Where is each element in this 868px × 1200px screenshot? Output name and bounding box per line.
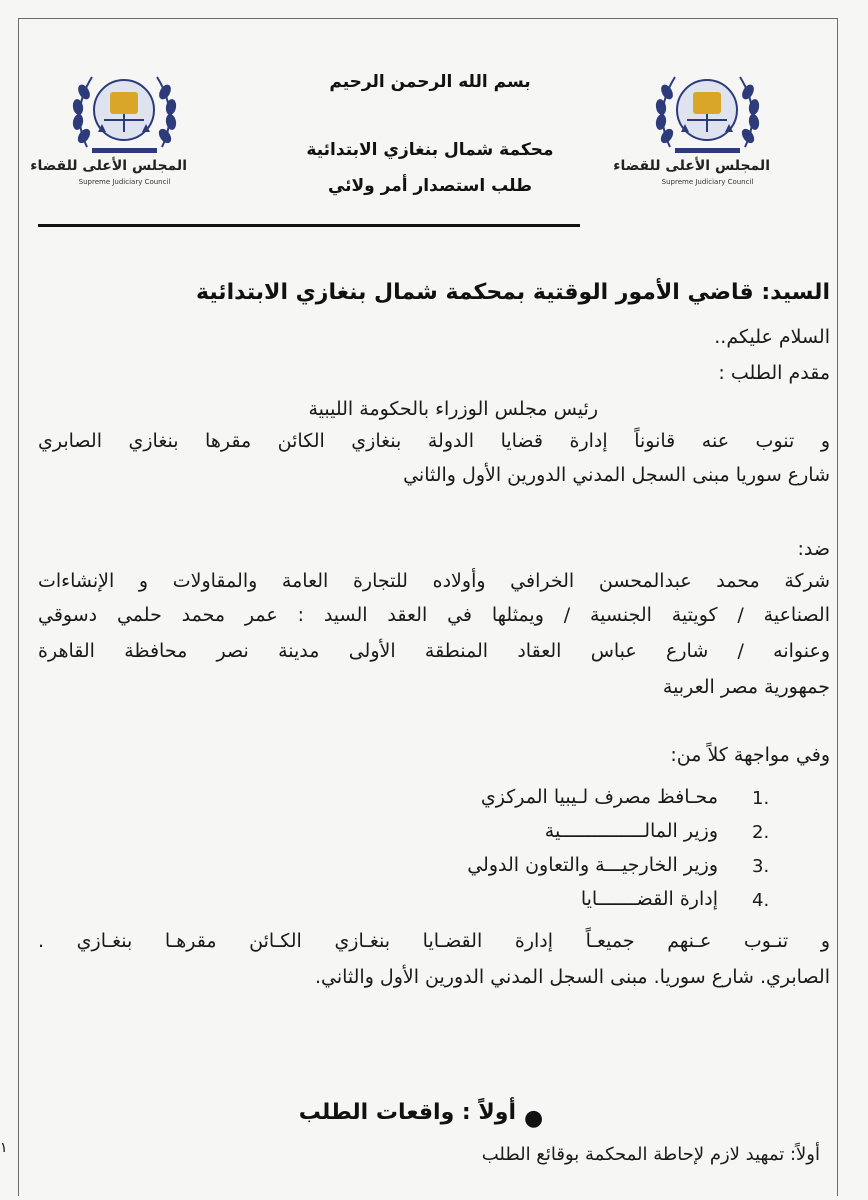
facing-item-text: إدارة القضـــــــايا bbox=[580, 888, 718, 910]
respondent-line-4: جمهورية مصر العربية bbox=[662, 676, 830, 698]
facing-item-text: محـافظ مصرف لـيبيا المركزي bbox=[480, 786, 718, 808]
facing-item-number: 1. bbox=[752, 788, 770, 809]
facing-item-text: وزير المالـــــــــــــــية bbox=[544, 820, 718, 842]
logo-english-caption: Supreme Judiciary Council bbox=[78, 178, 171, 186]
representation-line-2: الصابري. شارع سوريا. مبنى السجل المدني الدورين الأول والثاني. bbox=[314, 966, 830, 988]
court-name: محكمة شمال بنغازي الابتدائية bbox=[306, 140, 554, 160]
respondent-line-2: الصناعية / كويتية الجنسية / ويمثلها في العقد السيد : عمر محمد حلمي دسوقي bbox=[38, 604, 830, 626]
bullet-icon: ● bbox=[524, 1106, 544, 1131]
logo-arabic-caption: المجلس الأعلى للقضاء bbox=[613, 158, 770, 174]
section-intro: أولاً: تمهيد لازم لإحاطة المحكمة بوقائع الطلب bbox=[481, 1144, 820, 1165]
facing-item-number: 2. bbox=[752, 822, 770, 843]
supreme-judiciary-council-logo-left bbox=[30, 52, 187, 192]
facing-label: وفي مواجهة كلاً من: bbox=[670, 744, 830, 766]
applicant-address: شارع سوريا مبنى السجل المدني الدورين الأول والثاني bbox=[403, 464, 830, 486]
facing-item-number: 3. bbox=[752, 856, 770, 877]
page-edge-mark: ١ bbox=[0, 1140, 8, 1156]
section-heading: أولاً : واقعات الطلب bbox=[298, 1100, 516, 1125]
facing-item-text: وزير الخارجيـــة والتعاون الدولي bbox=[467, 854, 718, 876]
representation-line-1: و تنـوب عـنهم جميعـاً إدارة القضـايا بنغـازي الكـائن مقرهـا بنغـازي . bbox=[38, 930, 830, 952]
against-label: ضد: bbox=[797, 538, 830, 560]
respondent-line-1: شركة محمد عبدالمحسن الخرافي وأولاده للتجارة العامة والمقاولات و الإنشاءات bbox=[38, 570, 830, 592]
facing-item-number: 4. bbox=[752, 890, 770, 911]
header-divider bbox=[38, 224, 580, 227]
supreme-judiciary-council-logo-right bbox=[613, 52, 770, 192]
applicant-label: مقدم الطلب : bbox=[718, 362, 830, 384]
logo-arabic-caption: المجلس الأعلى للقضاء bbox=[30, 158, 187, 174]
applicant-representation: و تنوب عنه قانوناً إدارة قضايا الدولة بنغازي الكائن مقرها بنغازي الصابري bbox=[38, 430, 830, 452]
applicant-name: رئيس مجلس الوزراء بالحكومة الليبية bbox=[308, 398, 598, 420]
greeting: السلام عليكم.. bbox=[714, 326, 830, 348]
respondent-line-3: وعنوانه / شارع عباس العقاد المنطقة الأولى مدينة نصر محافظة القاهرة bbox=[38, 640, 830, 662]
addressee: السيد: قاضي الأمور الوقتية بمحكمة شمال بنغازي الابتدائية bbox=[195, 280, 830, 305]
basmala: بسم الله الرحمن الرحيم bbox=[329, 72, 531, 92]
request-type: طلب استصدار أمر ولائي bbox=[327, 176, 533, 196]
logo-english-caption: Supreme Judiciary Council bbox=[661, 178, 754, 186]
